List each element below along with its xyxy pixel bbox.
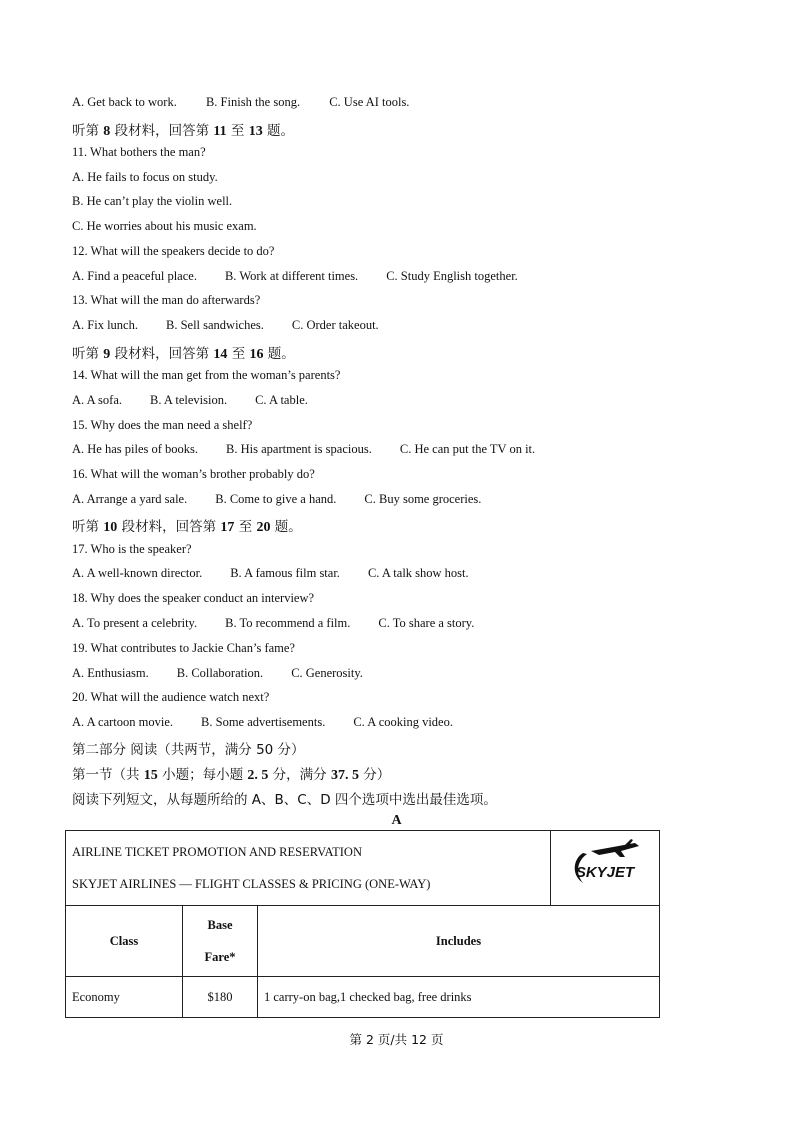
cell-class: Economy (66, 977, 183, 1018)
q14-question: 14. What will the man get from the woman’s parents? (72, 368, 341, 382)
q19-question: 19. What contributes to Jackie Chan’s fame? (72, 641, 295, 655)
q20-question: 20. What will the audience watch next? (72, 690, 270, 704)
page-footer: 第 2 页/共 12 页 (349, 1032, 444, 1047)
q18-options: A. To present a celebrity. B. To recommend a film. C. To share a story. (72, 616, 475, 630)
instruction: 阅读下列短文，从每题所给的 A、B、C、D 四个选项中选出最佳选项。 (72, 792, 497, 808)
table-title-2: SKYJET AIRLINES — FLIGHT CLASSES & PRICING (ONE-WAY) (72, 877, 431, 891)
q19-options: A. Enthusiasm. B. Collaboration. C. Generosity. (72, 666, 363, 680)
q20-options: A. A cartoon movie. B. Some advertisements. C. A cooking video. (72, 715, 453, 729)
section-10-heading: 听第 10 段材料，回答第 17 至 20 题。 (72, 519, 302, 535)
section-1-heading: 第一节（共 15 小题；每小题 2. 5 分，满分 37. 5 分） (72, 767, 391, 783)
q11-question: 11. What bothers the man? (72, 145, 206, 159)
table-title-1: AIRLINE TICKET PROMOTION AND RESERVATION (72, 845, 362, 859)
q16-options: A. Arrange a yard sale. B. Come to give a hand. C. Buy some groceries. (72, 492, 482, 506)
q15-options: A. He has piles of books. B. His apartment is spacious. C. He can put the TV on it. (72, 442, 536, 456)
col-includes: Includes (258, 906, 660, 977)
fare-table (65, 830, 660, 1018)
q16-question: 16. What will the woman’s brother probably do? (72, 467, 315, 481)
q11-option-a: A. He fails to focus on study. (72, 170, 218, 184)
q17-options: A. A well-known director. B. A famous film star. C. A talk show host. (72, 566, 469, 580)
logo-text: SKYJET (575, 864, 635, 881)
q13-question: 13. What will the man do afterwards? (72, 293, 261, 307)
table-row (66, 977, 660, 1018)
q18-question: 18. Why does the speaker conduct an interview? (72, 591, 315, 605)
cell-includes: 1 carry-on bag,1 checked bag, free drinks (258, 977, 660, 1018)
col-base-fare: Base Fare* (183, 906, 258, 977)
q12-options: A. Find a peaceful place. B. Work at different times. C. Study English together. (72, 269, 518, 283)
q11-option-b: B. He can’t play the violin well. (72, 194, 233, 208)
q15-question: 15. Why does the man need a shelf? (72, 418, 253, 432)
option-c: C. Use AI tools. (329, 95, 410, 109)
part-2-heading: 第二部分 阅读（共两节，满分 50 分） (72, 742, 305, 758)
table-title-cell (66, 831, 551, 906)
skyjet-logo (565, 839, 645, 893)
q13-options: A. Fix lunch. B. Sell sandwiches. C. Order takeout. (72, 318, 379, 332)
section-8-heading: 听第 8 段材料，回答第 11 至 13 题。 (72, 123, 295, 139)
option-a: A. Get back to work. (72, 95, 177, 109)
q14-options: A. A sofa. B. A television. C. A table. (72, 393, 308, 407)
q11-option-c: C. He worries about his music exam. (72, 219, 257, 233)
logo-cell (551, 831, 660, 906)
q12-question: 12. What will the speakers decide to do? (72, 244, 275, 258)
cell-fare: $180 (183, 977, 258, 1018)
passage-label: A (391, 813, 402, 828)
q17-question: 17. Who is the speaker? (72, 542, 192, 556)
q10-options (72, 95, 409, 110)
section-9-heading: 听第 9 段材料，回答第 14 至 16 题。 (72, 346, 295, 362)
col-class: Class (66, 906, 183, 977)
option-b: B. Finish the song. (205, 95, 301, 109)
